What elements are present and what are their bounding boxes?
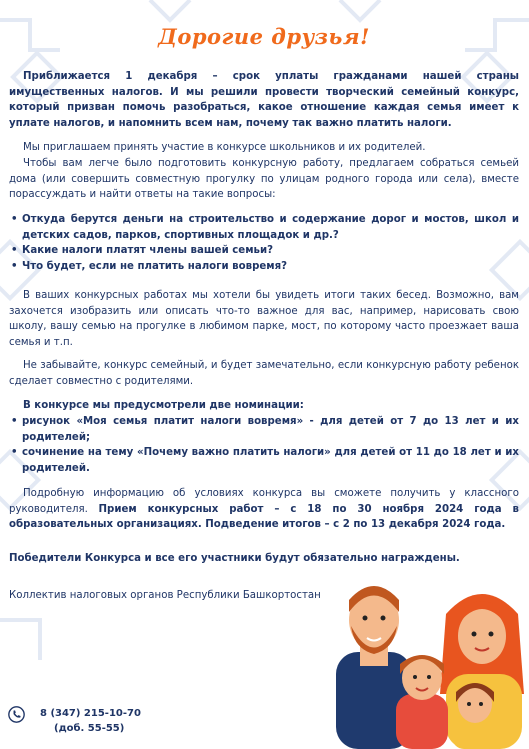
info-bold-text: Прием конкурсных работ – с 18 по 30 ноября 2024 года в образовательных организациях. Подведение итогов – с 2 по 13 декабря 2024 года. (9, 503, 519, 531)
invite-paragraph: Мы приглашаем принять участие в конкурсе школьников и их родителей. (23, 142, 426, 153)
list-item: • Какие налоги платят члены вашей семьи? (9, 243, 519, 259)
prepare-paragraph: Чтобы вам легче было подготовить конкурсную работу, предлагаем собраться семьей дома (или совершить совместную прогулку по улицам родного города или села), вместе порассуждать и найти ответы на такие вопросы: (9, 158, 519, 201)
questions-list (9, 212, 519, 274)
list-item: • рисунок «Моя семья платит налоги вовремя» - для детей от 7 до 13 лет и их родителей; (9, 414, 519, 445)
info-plain-text: Подробную информацию об условиях конкурса вы сможете получить у классного руководителя. (9, 488, 519, 515)
list-item: • Откуда берутся деньги на строительство и содержание дорог и мостов, школ и детских садов, парков, спортивных площадок и др.? (9, 212, 519, 243)
works-paragraph: В ваших конкурсных работах мы хотели бы увидеть итоги таких бесед. Возможно, вам захочется изобразить или описать что-то важное для вас, например, нарисовать свою школу, вашу семью на прогулке в любимом парке, мост, по которому часто проезжает ваша семья и т.п. (9, 290, 519, 348)
phone-extension: (доб. 55-55) (54, 723, 125, 734)
list-item: • Что будет, если не платить налоги вовремя? (9, 259, 519, 275)
intro-paragraph: Приближается 1 декабря – срок уплаты гражданами нашей страны имущественных налогов. И мы решили провести творческий семейный конкурс, который призван помочь разобраться, какое отношение каждая семья имеет к уплате налогов, и напомнить всем нам, почему так важно платить налоги. (9, 71, 519, 129)
winners-line: Победители Конкурса и все его участники будут обязательно награждены. (9, 553, 460, 564)
reminder-paragraph: Не забывайте, конкурс семейный, и будет замечательно, если конкурсную работу ребенок сделает совместно с родителями. (9, 360, 519, 387)
signature-line: Коллектив налоговых органов Республики Башкортостан (9, 590, 321, 601)
nominations-heading: В конкурсе мы предусмотрели две номинации: (23, 400, 304, 411)
list-item: • сочинение на тему «Почему важно платить налоги» для детей от 11 до 18 лет и их родителей. (9, 445, 519, 476)
nominations-list (9, 414, 519, 476)
contact-block (40, 706, 141, 736)
page-title: Дорогие друзья! (158, 24, 370, 49)
phone-number[interactable]: 8 (347) 215-10-70 (40, 708, 141, 719)
phone-icon (8, 706, 25, 723)
info-paragraph (9, 486, 519, 533)
family-illustration (334, 574, 529, 749)
